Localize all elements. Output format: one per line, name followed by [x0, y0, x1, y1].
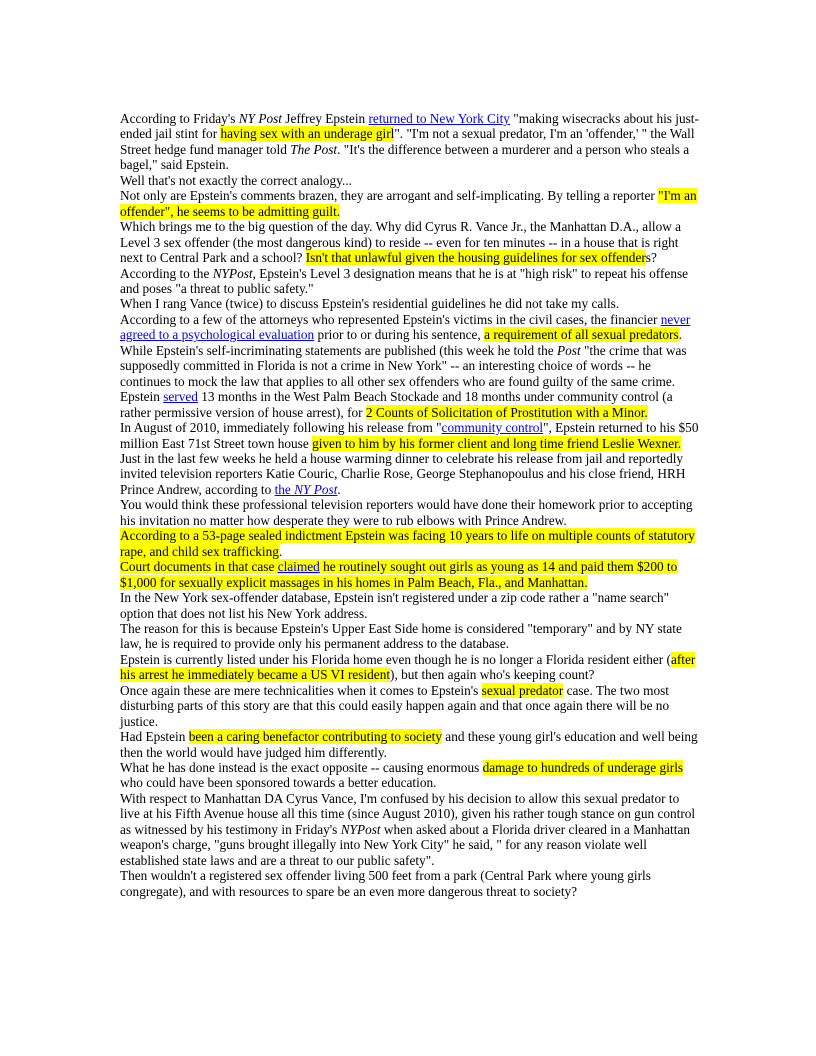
link[interactable]: served	[163, 389, 198, 405]
text-run: You would think these professional television reporters would have done their homework prior to accepting his invitation no matter how desperate they were to rub elbows with Prince Andrew.	[120, 497, 693, 528]
paragraph	[120, 760, 700, 791]
highlighted-text: damage to hundreds of underage girls	[482, 760, 684, 776]
italic-text: Post	[557, 342, 581, 358]
paragraph	[120, 868, 700, 899]
highlighted-text: after his arrest he immediately became a US VI resident	[120, 651, 696, 683]
highlighted-text: According to a 53-page sealed indictment Epstein was facing 10 years to life on multiple counts of statutory rape, and child sex trafficking	[120, 528, 695, 559]
highlighted-text: having sex with an underage girl	[220, 126, 395, 142]
text-run: What he has done instead is the exact opposite -- causing enormous	[120, 760, 483, 776]
paragraph	[120, 652, 700, 683]
highlighted-text: been a caring benefactor contributing to society	[188, 729, 442, 745]
text-run: ", Epstein returned to his $50 million East 71st Street town house	[120, 420, 699, 451]
text-run: According to the	[120, 265, 213, 281]
text-run: , Epstein's Level 3 designation means that he is at "high risk" to repeat his offense and poses "a threat to public safety."	[120, 265, 689, 296]
paragraph	[120, 621, 700, 652]
text-run: "the crime that was supposedly committed in Florida is not a crime in New York" -- an interesting choice of words -- he continues to mock the law that applies to all other sex offenders who are found guilty of the same crime.	[120, 342, 687, 389]
text-run: . "It's the difference between a murderer and a person who steals a bagel," said Epstein.	[120, 141, 690, 173]
highlighted-text: he routinely sought out girls as young as 14 and paid them $200 to $1,000 for sexually explicit massages in his homes in Palm Beach, Fla., and Manhattan.	[120, 559, 678, 590]
paragraph	[120, 343, 700, 389]
text-run: .	[678, 327, 682, 343]
paragraph	[120, 497, 700, 528]
text-run: who could have been sponsored towards a better education.	[120, 775, 437, 791]
text-run: Just in the last few weeks he held a house warming dinner to celebrate his release from jail and reportedly invited television reporters Katie Couric, Charlie Rose, George Stephanopoulus and his close friend, HRH Prince Andrew, according to	[120, 450, 686, 497]
text-run: According to Friday's	[120, 111, 239, 126]
text-run: when asked about a Florida driver cleared in a Manhattan weapon's charge, "guns brought illegally into New York City" he said, " for any reason violate well established state laws and are a threat to our public safety".	[120, 821, 690, 868]
link[interactable]: community control	[441, 420, 544, 436]
text-run: .	[278, 543, 283, 559]
paragraph	[120, 173, 700, 188]
text-run: ". "I'm not a sexual predator, I'm an 'offender,' " the Wall Street hedge fund manager told	[120, 126, 695, 157]
text-run: s?	[645, 250, 657, 266]
text-run: Epstein	[120, 389, 164, 405]
highlighted-text: a requirement of all sexual predators	[484, 327, 679, 343]
text-run: prior to or during his sentence,	[314, 327, 485, 343]
document-body	[120, 111, 700, 899]
link[interactable]: claimed	[277, 559, 320, 575]
paragraph	[120, 729, 700, 760]
paragraph	[120, 683, 700, 729]
paragraph	[120, 590, 700, 621]
text-run: 13 months in the West Palm Beach Stockade and 18 months under community control (a rather permissive version of house arrest), for	[120, 389, 673, 420]
link[interactable]: returned to New York City	[368, 111, 510, 126]
text-run: With respect to Manhattan DA Cyrus Vance, I'm confused by his decision to allow this sexual predator to live at his Fifth Avenue house all this time (since August 2010), given his rather tough stance on gun control as witnessed by his testimony in Friday's	[120, 790, 696, 837]
text-run: case. The two most disturbing parts of this story are that this could easily happen again and that once again there will be no justice.	[120, 682, 670, 729]
paragraph	[120, 296, 700, 311]
text-run: In August of 2010, immediately following his release from "	[120, 420, 442, 436]
highlighted-text: Isn't that unlawful given the housing guidelines for sex offender	[305, 250, 646, 266]
text-run: Then wouldn't a registered sex offender living 500 feet from a park (Central Park where young girls congregate), and with resources to spare be an even more dangerous threat to society?	[120, 868, 651, 899]
text-run: Well that's not exactly the correct analogy...	[120, 172, 352, 188]
paragraph	[120, 219, 700, 265]
italic-text: NY Post	[238, 111, 282, 126]
paragraph	[120, 420, 700, 451]
italic-text: NYPost	[212, 265, 253, 281]
highlighted-text: 2 Counts of Solicitation of Prostitution with a Minor.	[365, 404, 648, 420]
paragraph	[120, 188, 700, 219]
italic-text: NYPost	[340, 821, 381, 837]
text-run: In the New York sex-offender database, Epstein isn't registered under a zip code rather a "name search" option that does not list his New York address.	[120, 590, 670, 621]
highlighted-text: "I'm an offender", he seems to be admitting guilt.	[120, 188, 697, 219]
paragraph	[120, 559, 700, 590]
italic-text: The Post	[290, 141, 338, 157]
paragraph	[120, 389, 700, 420]
highlighted-text: sexual predator	[481, 682, 564, 698]
paragraph	[120, 451, 700, 497]
text-run: ), but then again who's keeping count?	[390, 667, 595, 683]
link[interactable]: the	[274, 481, 295, 497]
text-run: and these young girl's education and well being then the world would have judged him differently.	[120, 729, 698, 760]
text-run: Once again these are mere technicalities when it comes to Epstein's	[120, 682, 482, 698]
highlighted-text: given to him by his former client and long time friend Leslie Wexner.	[312, 435, 682, 451]
text-run: Epstein is currently listed under his Florida home even though he is no longer a Florida resident either (	[120, 651, 671, 667]
paragraph	[120, 266, 700, 297]
text-run: Had Epstein	[120, 729, 189, 745]
link[interactable]: never agreed to a psychological evaluation	[120, 311, 691, 343]
text-run: According to a few of the attorneys who represented Epstein's victims in the civil cases, the financier	[120, 311, 661, 327]
text-run: .	[337, 481, 341, 497]
text-run: Jeffrey Epstein	[281, 111, 369, 126]
text-run: When I rang Vance (twice) to discuss Epstein's residential guidelines he did not take my calls.	[120, 296, 620, 312]
paragraph	[120, 528, 700, 559]
text-run: The reason for this is because Epstein's Upper East Side home is considered "temporary" and by NY state law, he is required to provide only his permanent address to the database.	[120, 620, 682, 652]
text-run: Which brings me to the big question of the day. Why did Cyrus R. Vance Jr., the Manhattan D.A., allow a Level 3 sex offender (the most dangerous kind) to reside -- even for ten minutes -- in a house that is right next to Central Park and a school?	[120, 219, 682, 266]
paragraph	[120, 111, 700, 173]
text-run: Not only are Epstein's comments brazen, they are arrogant and self-implicating. By telling a reporter	[120, 188, 659, 204]
text-run: While Epstein's self-incriminating statements are published (this week he told the	[120, 342, 558, 358]
paragraph	[120, 312, 700, 343]
paragraph	[120, 791, 700, 868]
link[interactable]: NY Post	[294, 481, 338, 497]
highlighted-text: Court documents in that case	[120, 559, 278, 575]
text-run: "making wisecracks about his just-ended jail stint for	[120, 111, 699, 142]
